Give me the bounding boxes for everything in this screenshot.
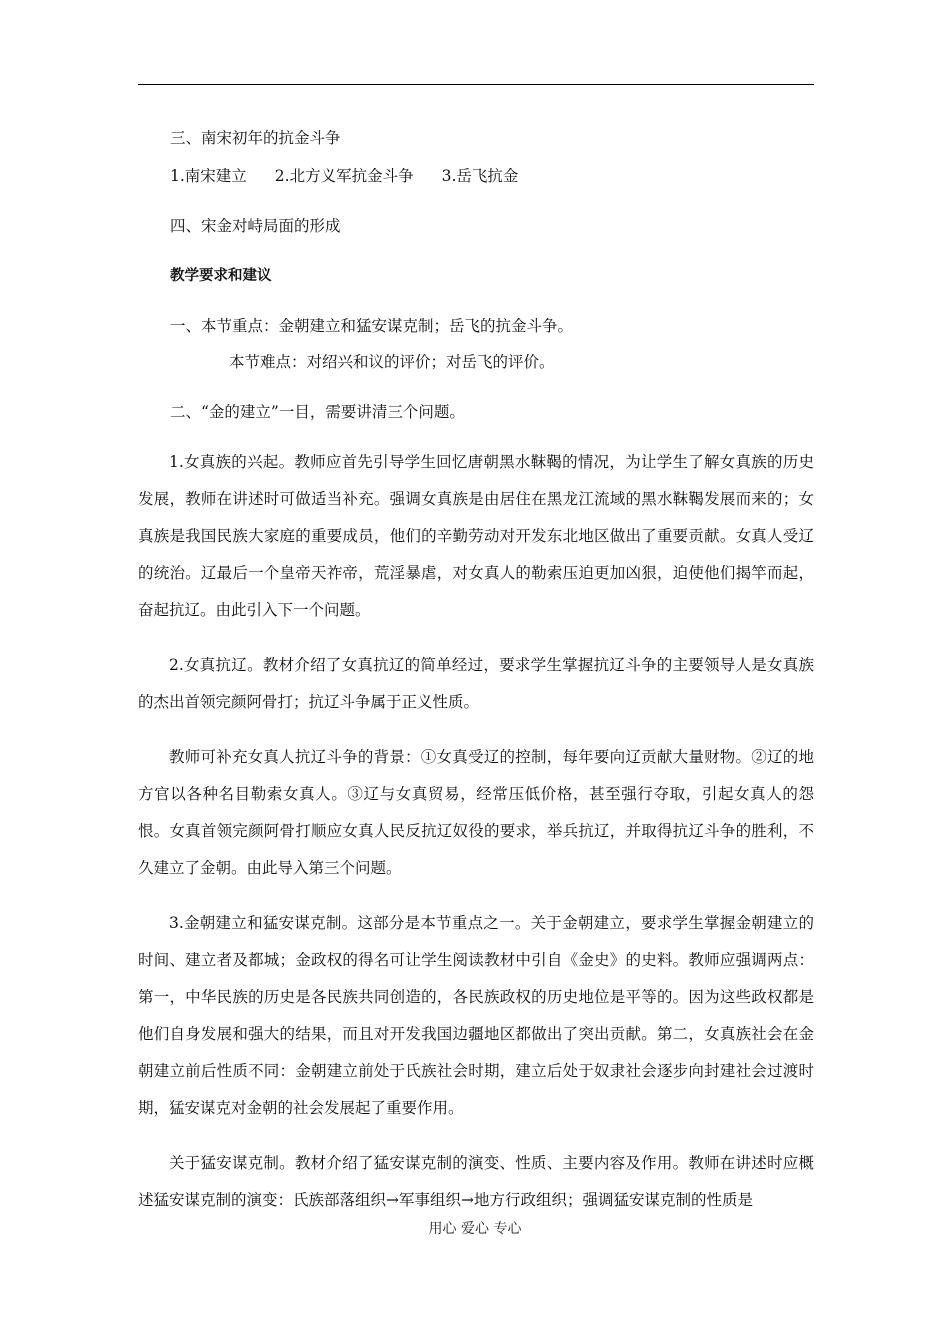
paragraph-mengan-mouke: 关于猛安谋克制。教材介绍了猛安谋克制的演变、性质、主要内容及作用。教师在讲述时应概述猛安谋克制的演变：氏族部落组织→军事组织→地方行政组织；强调猛安谋克制的性质是: [138, 1154, 814, 1209]
outline-item: 2.北方义军抗金斗争: [274, 167, 414, 185]
page-footer: 用心 爱心 专心: [428, 1221, 522, 1237]
teaching-heading: 教学要求和建议: [170, 268, 272, 284]
header-rule: [138, 84, 814, 85]
key-points: 一、本节重点：金朝建立和猛安谋克制；岳飞的抗金斗争。: [170, 317, 574, 335]
outline-items: [138, 158, 814, 194]
paragraph-jurchen-rise: 1.女真族的兴起。教师应首先引导学生回忆唐朝黑水靺鞨的情况，为让学生了解女真族的历史发展，教师在讲述时可做适当补充。强调女真族是由居住在黑龙江流域的黑水靺鞨发展而来的；女真族是我国民族大家庭的重要成员，他们的辛勤劳动对开发东北地区做出了重要贡献。女真人受辽的统治。辽最后一个皇帝天祚帝，荒淫暴虐，对女真人的勒索压迫更加凶狠，迫使他们揭竿而起，奋起抗辽。由此引入下一个问题。: [138, 453, 814, 619]
paragraph-jurchen-resist-liao: 2.女真抗辽。教材介绍了女真抗辽的简单经过，要求学生掌握抗辽斗争的主要领导人是女真族的杰出首领完颜阿骨打；抗辽斗争属于正义性质。: [138, 656, 814, 711]
paragraph-jin-founding: 3.金朝建立和猛安谋克制。这部分是本节重点之一。关于金朝建立，要求学生掌握金朝建立的时间、建立者及都城；金政权的得名可让学生阅读教材中引自《金史》的史料。教师应强调两点：第一，中华民族的历史是各民族共同创造的，各民族政权的历史地位是平等的。因为这些政权都是他们自身发展和强大的结果，而且对开发我国边疆地区都做出了突出贡献。第二，女真族社会在金朝建立前后性质不同：金朝建立前处于氏族社会时期，建立后处于奴隶社会逐步向封建社会过渡时期，猛安谋克对金朝的社会发展起了重要作用。: [138, 914, 814, 1117]
difficult-points: 本节难点：对绍兴和议的评价；对岳飞的评价。: [229, 353, 555, 371]
section-2-intro: 二、“金的建立”一目，需要讲清三个问题。: [170, 403, 465, 421]
section-heading-3: 三、南宋初年的抗金斗争: [170, 129, 341, 147]
outline-item: 3.岳飞抗金: [441, 167, 519, 185]
document-body: [138, 120, 814, 1219]
outline-item: 1.南宋建立: [170, 167, 247, 185]
paragraph-background: 教师可补充女真人抗辽斗争的背景：①女真受辽的控制，每年要向辽贡献大量财物。②辽的地方官以各种名目勒索女真人。③辽与女真贸易，经常压低价格，甚至强行夺取，引起女真人的怨恨。女真首领完颜阿骨打顺应女真人民反抗辽奴役的要求，举兵抗辽，并取得抗辽斗争的胜利，不久建立了金朝。由此导入第三个问题。: [138, 748, 814, 877]
section-heading-4: 四、宋金对峙局面的形成: [170, 217, 341, 235]
